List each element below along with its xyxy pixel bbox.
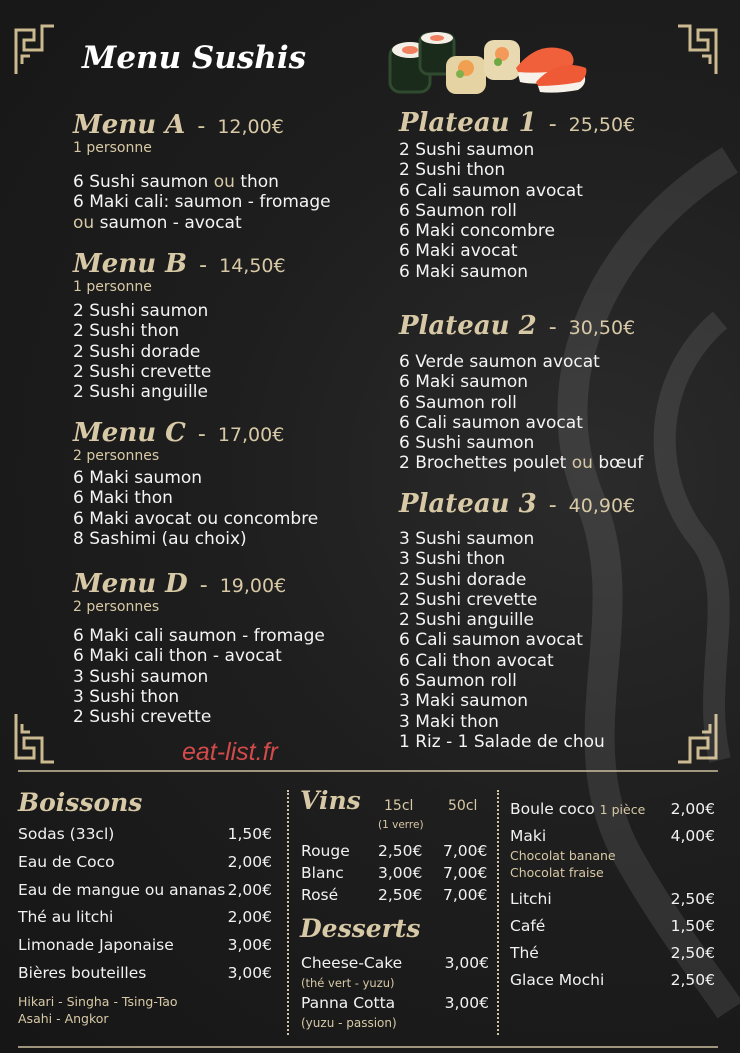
list-item: 2 Sushi crevette — [73, 361, 212, 382]
plateau-2-section — [399, 311, 719, 474]
list-item: 6 Maki cali saumon - fromage — [73, 626, 325, 646]
dessert-note: (yuzu - passion) — [301, 1016, 397, 1030]
menu-b-price: 14,50€ — [219, 255, 286, 277]
list-item: 6 Maki avocat ou concombre — [73, 508, 319, 529]
dessert-note: (thé vert - yuzu) — [301, 976, 395, 990]
menu-d-dash: - — [199, 573, 208, 598]
list-item: 6 Maki saumon — [399, 261, 529, 282]
menu-c-dash: - — [197, 422, 206, 447]
list-item: 6 Cali saumon avocat — [399, 412, 583, 433]
list-item: 6 Cali saumon avocat — [399, 630, 583, 651]
plateau-2-items — [399, 352, 719, 474]
divider-bottom — [18, 1046, 718, 1048]
list-item: 6 Maki concombre — [399, 221, 555, 242]
list-item: Panna Cotta 3,00€ — [301, 994, 489, 1012]
plateau-1-name: Plateau 1 — [399, 108, 537, 138]
beers-list-line1: Hikari - Singha - Tsing-Tao — [18, 994, 178, 1009]
list-item: 6 Sushi saumon — [399, 433, 535, 454]
menu-c-section — [73, 418, 373, 549]
plateau-3-items — [399, 529, 719, 752]
list-item: Eau de Coco 2,00€ — [18, 853, 272, 871]
menu-d-persons: 2 personnes — [73, 599, 160, 615]
list-item: 2 Sushi dorade — [73, 341, 201, 362]
vin-rouge-50cl: 7,00€ — [443, 842, 488, 860]
list-item: Sodas (33cl) 1,50€ — [18, 825, 272, 843]
menu-c-price: 17,00€ — [217, 424, 285, 446]
maki-note: Chocolat fraise — [510, 865, 604, 880]
list-item: Thé 2,50€ — [510, 944, 715, 962]
divider-top — [18, 770, 718, 772]
list-item: Café 1,50€ — [510, 917, 715, 935]
list-item: 3 Sushi saumon — [73, 666, 209, 687]
vin-rouge-15cl: 2,50€ — [378, 842, 423, 860]
menu-a-name: Menu A — [73, 110, 186, 140]
list-item: 2 Sushi crevette — [73, 707, 212, 728]
plateau-2-name: Plateau 2 — [399, 311, 537, 341]
list-item: 8 Sashimi (au choix) — [73, 528, 247, 549]
list-item: Maki 4,00€ — [510, 827, 715, 845]
vin-blanc-15cl: 3,00€ — [378, 864, 423, 882]
desserts-title: Desserts — [300, 914, 421, 943]
plateau-3-dash: - — [548, 493, 557, 518]
list-item: 2 Sushi saumon — [399, 140, 535, 160]
column-divider-2 — [497, 790, 499, 1035]
menu-a-price: 12,00€ — [217, 116, 284, 138]
list-item: 6 Cali thon avocat — [399, 650, 554, 671]
list-item: 6 Maki cali: saumon - fromage — [73, 192, 331, 213]
vins-col-15cl-note: (1 verre) — [378, 819, 424, 831]
list-item: 2 Brochettes poulet ou bœuf — [399, 453, 644, 474]
menu-b-name: Menu B — [73, 249, 188, 279]
list-item: Eau de mangue ou ananas 2,00€ — [18, 881, 272, 899]
list-item: 2 Sushi anguille — [399, 610, 534, 631]
boissons-title: Boissons — [18, 788, 143, 817]
list-item: 6 Maki saumon — [73, 468, 203, 488]
list-item: 2 Sushi crevette — [399, 589, 538, 610]
vin-rose-50cl: 7,00€ — [443, 886, 488, 904]
list-item: Cheese-Cake 3,00€ — [301, 954, 489, 972]
vins-title: Vins — [300, 786, 361, 815]
menu-b-items — [73, 301, 373, 402]
menu-d-items — [73, 626, 373, 727]
vins-col-15cl: 15cl — [384, 798, 414, 814]
list-item: 6 Sushi saumon ou thon — [73, 172, 279, 192]
list-item: Litchi 2,50€ — [510, 890, 715, 908]
menu-c-name: Menu C — [73, 418, 186, 448]
list-item: 6 Saumon roll — [399, 200, 517, 221]
plateau-3-price: 40,90€ — [568, 495, 636, 517]
list-item: Limonade Japonaise 3,00€ — [18, 936, 272, 954]
vin-blanc-50cl: 7,00€ — [443, 864, 488, 882]
list-item: 2 Sushi thon — [73, 321, 180, 342]
list-item: 6 Cali saumon avocat — [399, 180, 583, 201]
watermark-text: eat-list.fr — [182, 738, 278, 766]
list-item: 3 Sushi thon — [73, 686, 180, 707]
beers-list-line2: Asahi - Angkor — [18, 1011, 109, 1026]
maki-note: Chocolat banane — [510, 848, 616, 863]
list-item: 6 Maki cali thon - avocat — [73, 646, 282, 667]
menu-c-persons: 2 personnes — [73, 448, 160, 464]
plateau-1-dash: - — [548, 112, 557, 137]
list-item: Boule coco 1 pièce 2,00€ — [510, 800, 715, 818]
plateau-1-section — [399, 108, 719, 282]
vin-rouge-label: Rouge — [301, 842, 350, 860]
list-item: Glace Mochi 2,50€ — [510, 971, 715, 989]
list-item: 6 Saumon roll — [399, 671, 517, 692]
list-item: 2 Sushi dorade — [399, 569, 527, 590]
sushi-illustration — [388, 28, 588, 98]
list-item: 6 Maki thon — [73, 488, 173, 509]
corner-ornament-top-right — [676, 24, 718, 76]
vins-col-50cl: 50cl — [448, 798, 478, 814]
list-item: 2 Sushi anguille — [73, 382, 208, 403]
menu-b-section — [73, 249, 373, 402]
menu-a-section — [73, 110, 373, 233]
menu-b-dash: - — [199, 253, 208, 278]
list-item: 6 Verde saumon avocat — [399, 352, 600, 372]
list-item: 6 Maki avocat — [399, 241, 518, 262]
menu-b-persons: 1 personne — [73, 279, 152, 295]
plateau-2-price: 30,50€ — [568, 317, 636, 339]
menu-c-items — [73, 468, 373, 549]
plateau-1-price: 25,50€ — [568, 114, 636, 136]
corner-ornament-top-left — [14, 24, 56, 76]
page-title: Menu Sushis — [82, 40, 307, 76]
plateau-1-items — [399, 140, 719, 282]
list-item: 3 Sushi saumon — [399, 529, 535, 549]
list-item: 2 Sushi thon — [399, 160, 506, 181]
list-item: 3 Sushi thon — [399, 549, 506, 570]
list-item: Bières bouteilles 3,00€ — [18, 964, 272, 982]
plateau-3-name: Plateau 3 — [399, 489, 537, 519]
column-divider-1 — [287, 790, 289, 1035]
list-item: ou saumon - avocat — [73, 212, 242, 233]
vin-rose-label: Rosé — [301, 886, 339, 904]
list-item: Thé au litchi 2,00€ — [18, 908, 272, 926]
list-item: 3 Maki saumon — [399, 691, 529, 712]
menu-a-items — [73, 172, 373, 233]
menu-a-dash: - — [197, 114, 206, 139]
menu-d-price: 19,00€ — [219, 575, 287, 597]
menu-d-name: Menu D — [73, 569, 188, 599]
list-item: 1 Riz - 1 Salade de chou — [399, 731, 605, 752]
plateau-3-section — [399, 489, 719, 752]
list-item: 3 Maki thon — [399, 711, 499, 732]
list-item: 2 Sushi saumon — [73, 301, 209, 321]
list-item: 6 Maki saumon — [399, 372, 529, 393]
vin-blanc-label: Blanc — [301, 864, 344, 882]
list-item: 6 Saumon roll — [399, 392, 517, 413]
vin-rose-15cl: 2,50€ — [378, 886, 423, 904]
plateau-2-dash: - — [548, 315, 557, 340]
menu-d-section — [73, 569, 373, 727]
menu-a-persons: 1 personne — [73, 140, 152, 156]
corner-ornament-bottom-left — [14, 712, 56, 764]
